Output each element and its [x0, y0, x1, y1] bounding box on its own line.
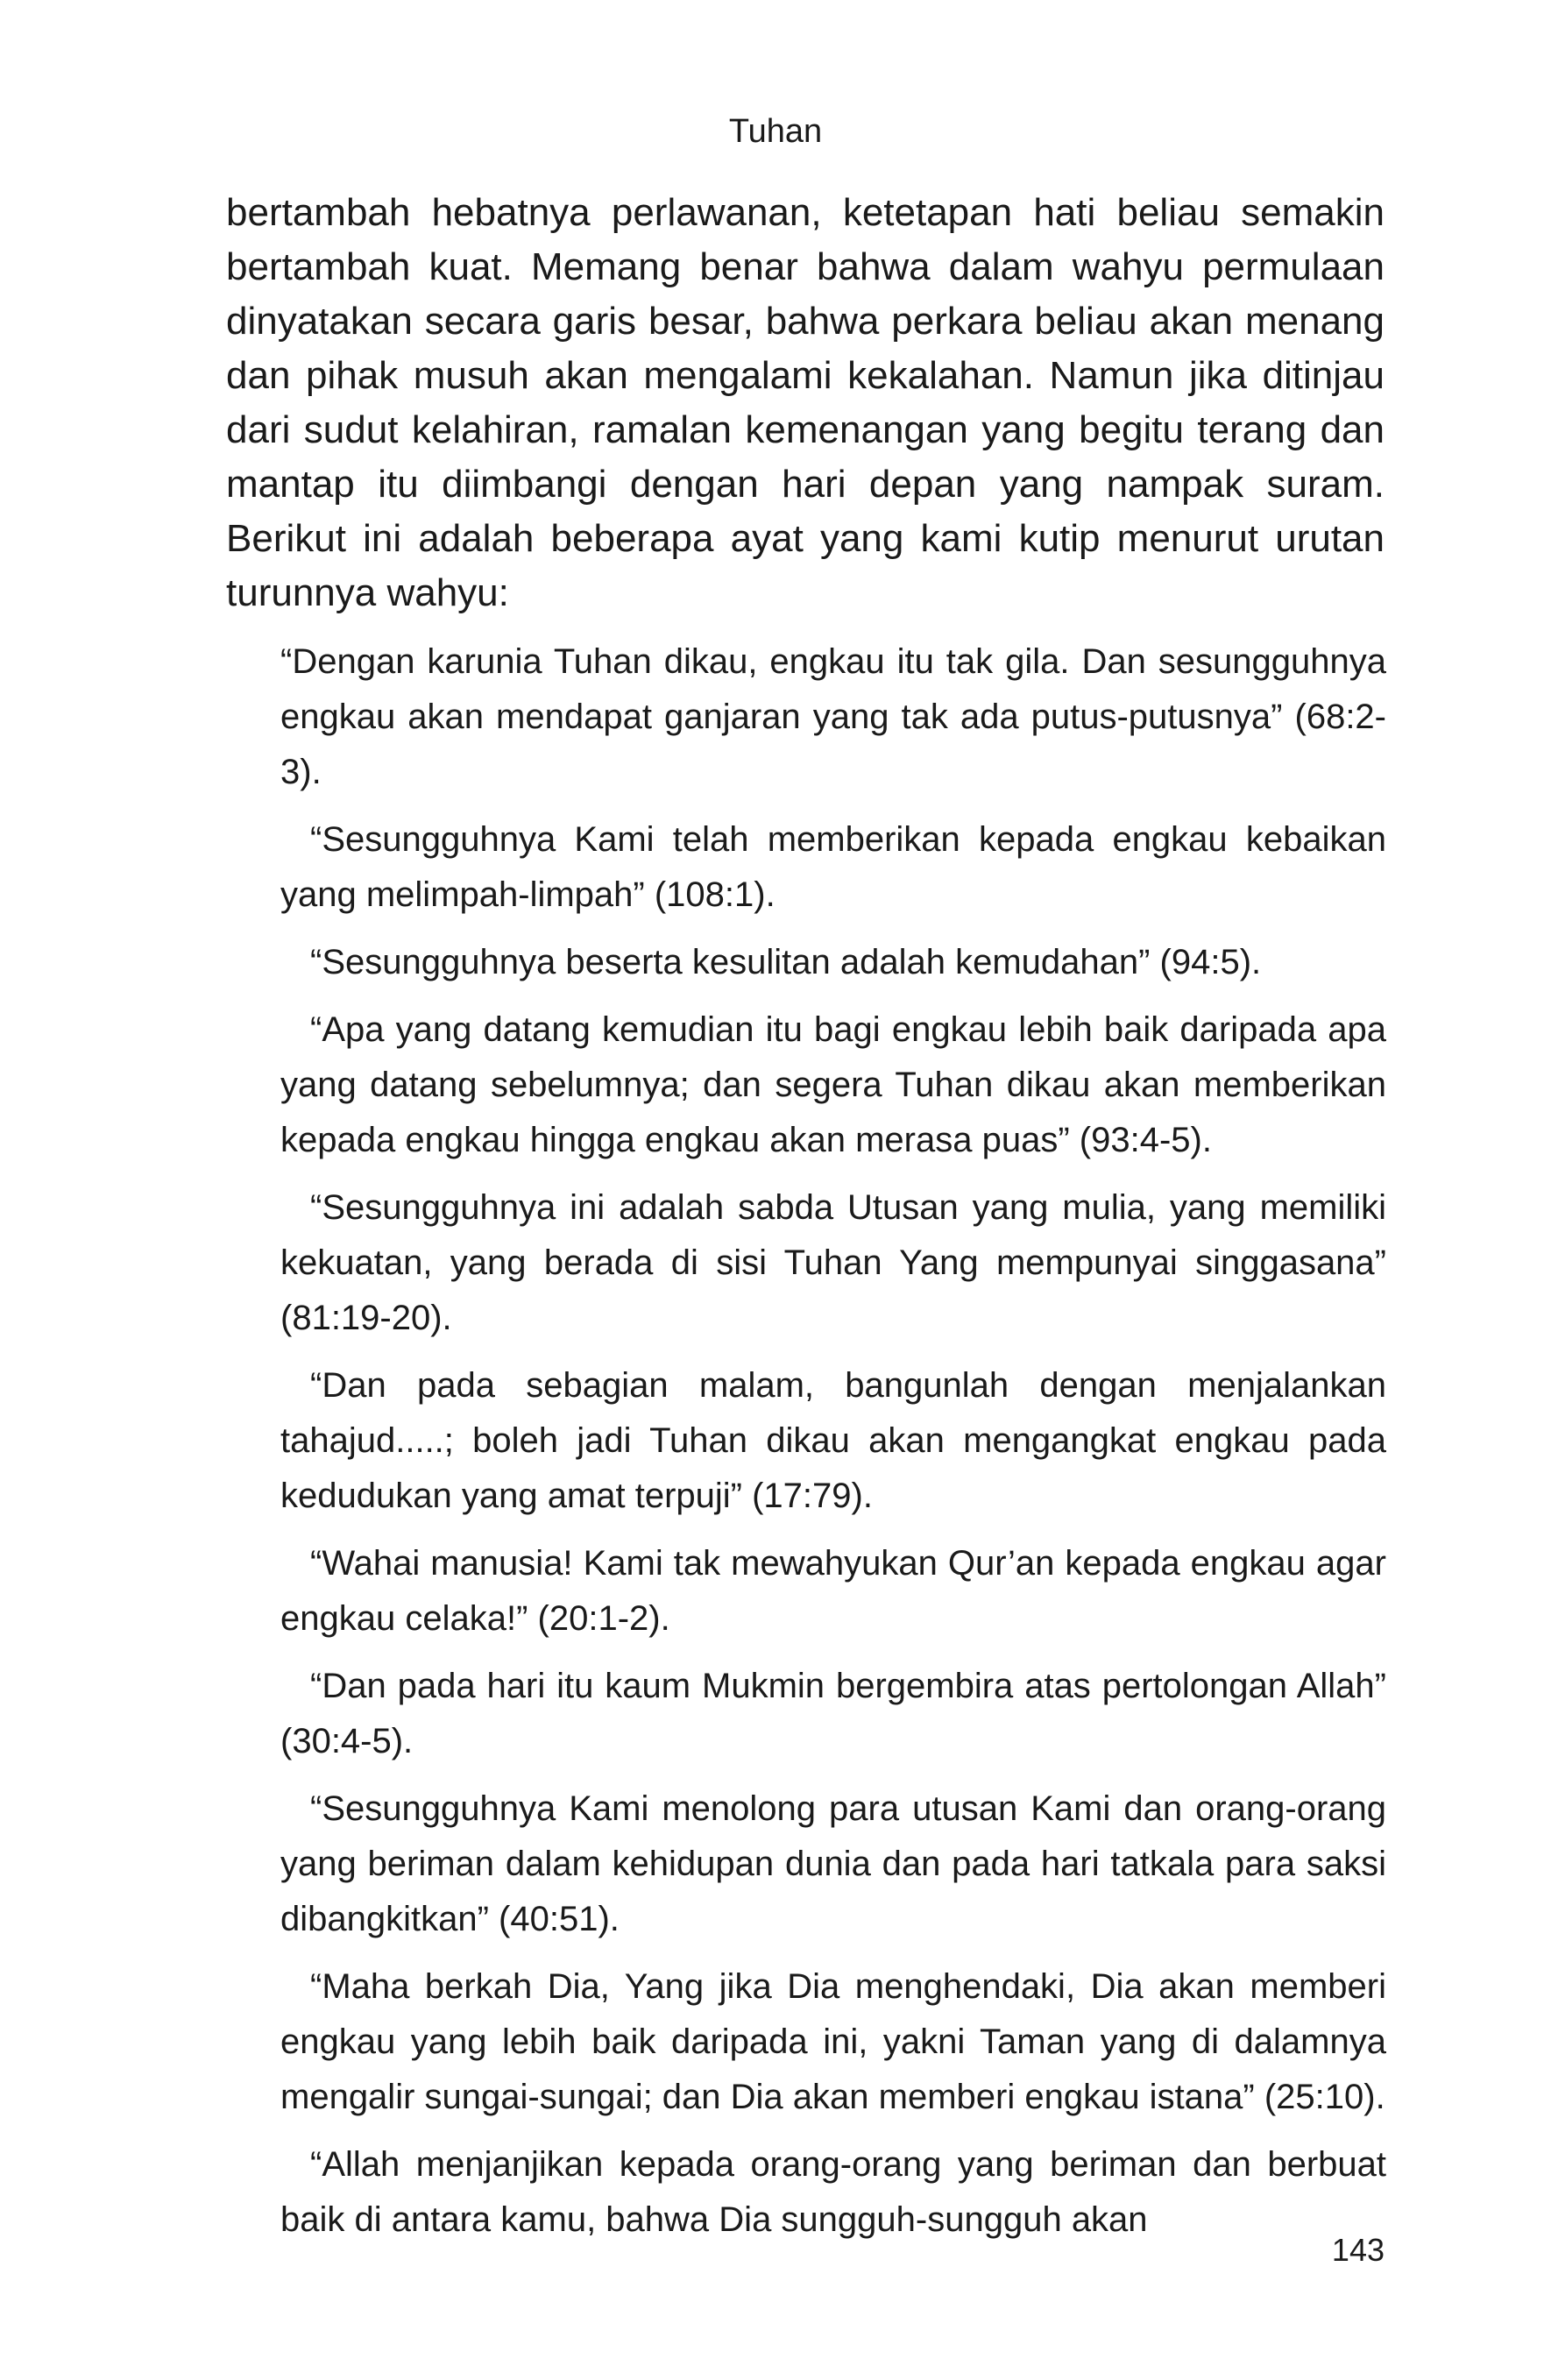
quote-68-2-3: “Dengan karunia Tuhan dikau, engkau itu tak gila. Dan sesungguhnya engkau akan mendapat ganjaran yang tak ada putus-putusnya” (68:2-3). — [280, 642, 1386, 791]
quote-81-19-20: “Sesungguhnya ini adalah sabda Utusan yang mulia, yang memiliki kekuatan, yang berada di sisi Tuhan Yang mempunyai singgasana” (81:19-20). — [280, 1188, 1386, 1337]
verse-quotes — [280, 634, 1386, 2248]
intro-paragraph: bertambah hebatnya perlawanan, ketetapan hati beliau semakin bertambah kuat. Memang benar bahwa dalam wahyu permulaan dinyatakan secara garis besar, bahwa perkara beliau akan menang dan pihak musuh akan mengalami kekalahan. Namun jika ditinjau dari sudut kelahiran, ramalan kemenangan yang begitu terang dan mantap itu diimbangi dengan hari depan yang nampak suram. Berikut ini adalah beberapa ayat yang kami kutip menurut urutan turunnya wahyu: — [226, 191, 1385, 614]
quote-30-4-5: “Dan pada hari itu kaum Mukmin bergembira atas pertolongan Allah” (30:4-5). — [280, 1667, 1386, 1760]
running-title: Tuhan — [728, 113, 823, 150]
quote-25-10: “Maha berkah Dia, Yang jika Dia menghendaki, Dia akan memberi engkau yang lebih baik daripada ini, yakni Taman yang di dalamnya mengalir sungai-sungai; dan Dia akan memberi engkau istana” (25:10). — [280, 1967, 1386, 2116]
page-body — [226, 186, 1385, 2260]
quote-94-5: “Sesungguhnya beserta kesulitan adalah kemudahan” (94:5). — [310, 943, 1262, 981]
quote-93-4-5: “Apa yang datang kemudian itu bagi engkau lebih baik daripada apa yang datang sebelumnya; dan segera Tuhan dikau akan memberikan kepada engkau hingga engkau akan merasa puas” (93:4-5). — [280, 1010, 1386, 1159]
quote-20-1-2: “Wahai manusia! Kami tak mewahyukan Qur’an kepada engkau agar engkau celaka!” (20:1-2). — [280, 1544, 1386, 1638]
page-number: 143 — [1331, 2232, 1385, 2268]
quote-40-51: “Sesungguhnya Kami menolong para utusan Kami dan orang-orang yang beriman dalam kehidupan dunia dan pada hari tatkala para saksi dibangkitkan” (40:51). — [280, 1789, 1386, 1938]
quote-continued: “Allah menjanjikan kepada orang-orang yang beriman dan berbuat baik di antara kamu, bahwa Dia sungguh-sungguh akan — [280, 2145, 1386, 2239]
quote-17-79: “Dan pada sebagian malam, bangunlah dengan menjalankan tahajud.....; boleh jadi Tuhan dikau akan mengangkat engkau pada kedudukan yang amat terpuji” (17:79). — [280, 1366, 1386, 1515]
quote-108-1: “Sesungguhnya Kami telah memberikan kepada engkau kebaikan yang melimpah-limpah” (108:1). — [280, 820, 1386, 914]
